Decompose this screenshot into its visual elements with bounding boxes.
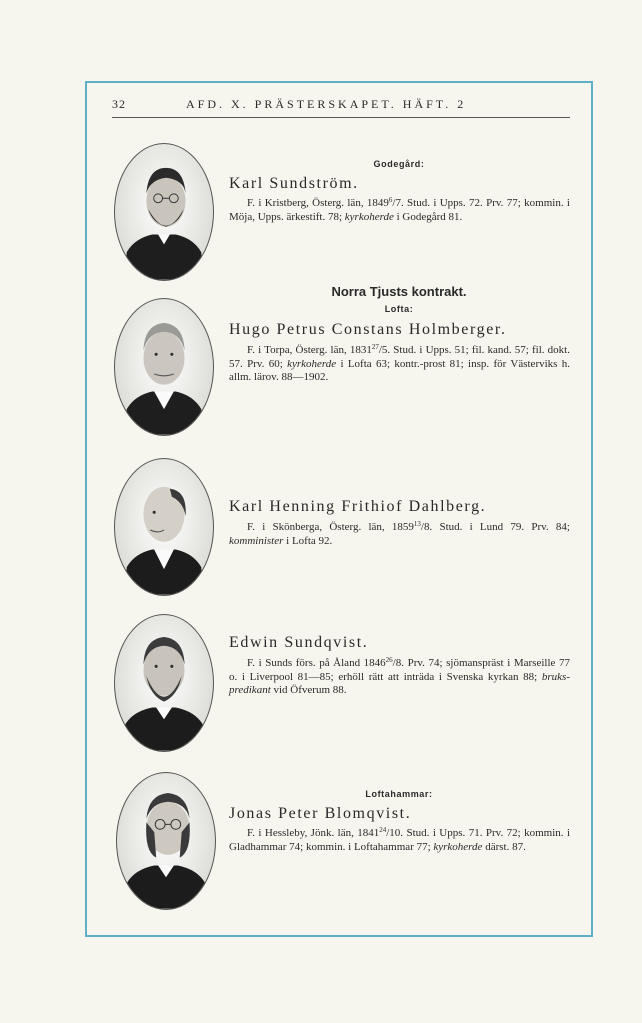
bearded-man-icon: [115, 615, 213, 751]
clergy-name: Karl Henning Frithiof Dahlberg.: [229, 498, 487, 515]
clergy-bio: F. i Hessleby, Jönk. län, 1841$^{24}$/10. Stud. i Upps. 71. Prv. 72; kommin. i Gladhammar 74; kommin. i Loftahammar 77; kyrkoherde därst. 87.: [229, 826, 571, 853]
page-number: 32: [112, 97, 126, 111]
portrait-sundstrom: [114, 143, 214, 281]
clergyman-profile-icon: [115, 459, 213, 595]
clergy-bio: F. i Skönberga, Österg. län, 1859$^{13}$/8. Stud. i Lund 79. Prv. 84; komminister i Lofta 92.: [229, 520, 570, 547]
portrait-holmberger: [114, 298, 214, 436]
elderly-man-icon: [115, 299, 213, 435]
bearded-man-glasses-icon: [115, 144, 213, 280]
clergy-bio: F. i Kristberg, Österg. län, 1849$^6$/7. Stud. i Upps. 72. Prv. 77; kommin. i Möja, Upps. ärkestift. 78; kyrkoherde i Godegård 81.: [229, 196, 570, 223]
clergy-name: Karl Sundström.: [229, 175, 359, 192]
clergy-name: Jonas Peter Blomqvist.: [229, 805, 412, 822]
portrait-sundqvist: [114, 614, 214, 752]
parish-label: Lofta:: [384, 304, 414, 314]
portrait-blomqvist: [116, 772, 216, 910]
parish-label: Loftahammar:: [365, 789, 433, 799]
clergy-bio: F. i Torpa, Österg. län, 1831$^{27}$/5. Stud. i Upps. 51; fil. kand. 57; fil. dokt. 57. Prv. 60; kyrkoherde i Lofta 63; kontr.-prost 81; insp. för Västerviks h. allm. lärov. 88—1902.: [229, 343, 571, 383]
parish-label: Godegård:: [373, 159, 425, 169]
portrait-dahlberg: [114, 458, 214, 596]
contract-heading: Norra Tjusts kontrakt.: [331, 284, 467, 299]
running-title: AFD. X. PRÄSTERSKAPET. HÄFT. 2: [186, 97, 467, 111]
man-with-glasses-and-sideburns-icon: [117, 773, 215, 909]
clergy-name: Hugo Petrus Constans Holmberger.: [229, 321, 507, 338]
clergy-name: Edwin Sundqvist.: [229, 634, 369, 651]
clergy-bio: F. i Sunds förs. på Åland 1846$^{26}$/8. Prv. 74; sjömanspräst i Marseille 77 o. i Liverpool 81—85; erhöll rätt att inträda i Svenska kyrkan 88; brukspredikant vid Öfverum 88.: [229, 656, 570, 696]
header-rule: [112, 117, 570, 118]
